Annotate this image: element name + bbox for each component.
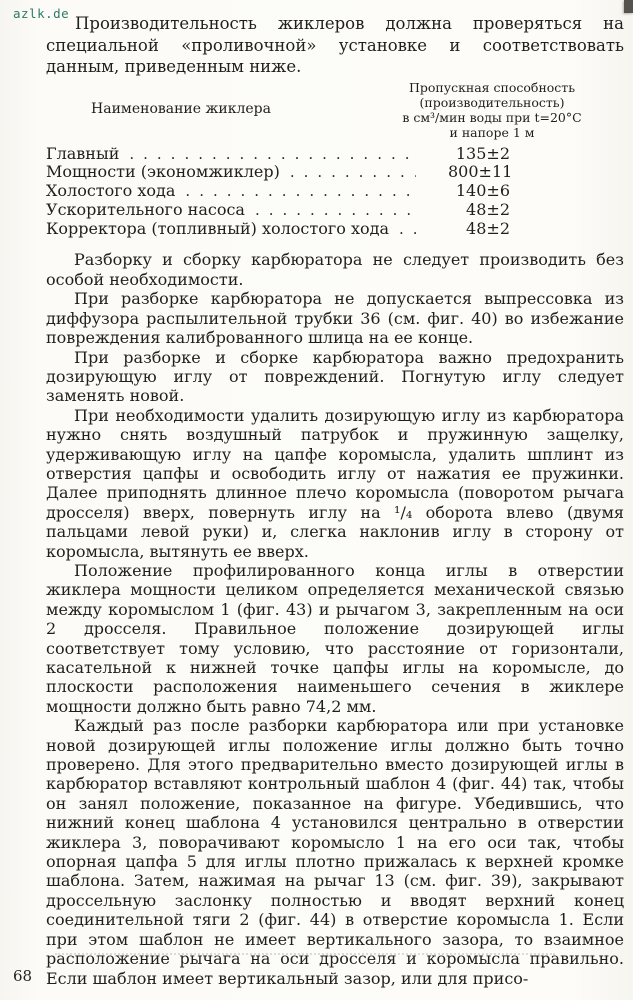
paragraph-needle-removal: При необходимости удалить дозирующую иглу из карбюратора нужно снять воздушный патрубок и пружинную защелку, удерживающую иглу на цапфе коромысла, удалить шплинт из отверстия цапфы и освободить иглу от нажатия ее пружинки. Далее приподнять длинное плечо коромысла (поворотом рычага дросселя) вверх, повернуть иглу на ¹/₄ оборота влево (двумя пальцами левой руки) и, слегка наклонив иглу в сторону от коромысла, вытянуть ее вверх. bbox=[46, 405, 624, 561]
jet-name: Мощности (экономжиклер) bbox=[46, 162, 280, 182]
table-row bbox=[46, 220, 624, 239]
intro-paragraph: Производительность жиклеров должна проверяться на специальной «проливочной» установке и соответствовать данным, приведенным ниже. bbox=[46, 14, 624, 76]
watermark-text: azlk.de bbox=[13, 6, 70, 21]
jet-name: Ускорительного насоса bbox=[46, 199, 245, 219]
value-header-line: Пропускная способность bbox=[408, 79, 576, 95]
jet-name-column-header: Наименование жиклера bbox=[91, 100, 271, 117]
value-header-line: (производительность) bbox=[419, 94, 565, 110]
paragraph-template-check: Каждый раз после разборки карбюратора или при установке новой дозирующей иглы положение иглы должно быть точно проверено. Для этого предварительно вместо дозирующей иглы в карбюратор вставляют контрольный шаблон 4 (фиг. 44) так, чтобы он занял положение, показанное на фигуре. Убедившись, что нижний конец шаблона 4 установился центрально в отверстии жиклера 3, поворачивают коромысло 1 на его оси так, чтобы опорная цапфа 5 для иглы плотно прижалась к верхней кромке шаблона. Затем, нажимая на рычаг 13 (см. фиг. 39), закрывают дроссельную заслонку полностью и вводят верхний конец соединительной тяги 2 (фиг. 44) в отверстие коромысла 1. Если при этом шаблон не имеет вертикального зазора, то взаимное расположение рычага на оси дросселя и коромысла правильно. Если шаблон имеет вертикальный зазор, или для присо- bbox=[46, 716, 624, 988]
jet-flow-value: 135±2 bbox=[455, 143, 510, 163]
scan-corner-artifact bbox=[624, 0, 633, 13]
dot-leader bbox=[129, 145, 416, 164]
dot-leader bbox=[255, 201, 416, 220]
jet-table-rows bbox=[46, 145, 624, 239]
table-row bbox=[46, 163, 624, 182]
paragraph-needle-position: Положение профилированного конца иглы в отверстии жиклера мощности целиком определяется механической связью между коромыслом 1 (фиг. 43) и рычагом 3, закрепленным на оси 2 дросселя. Правильное положение дозирующей иглы соответствует тому условию, что расстояние от горизонтали, касательной к нижней точке цапфы иглы на коромысле, до плоскости расположения наименьшего сечения в жиклере мощности должно быть равно 74,2 мм. bbox=[46, 560, 624, 716]
jet-flow-table bbox=[46, 80, 624, 239]
jet-flow-value: 800±11 bbox=[448, 162, 513, 182]
jet-name: Холостого хода bbox=[46, 181, 176, 201]
paragraph-disassembly-warning: Разборку и сборку карбюратора не следует производить без особой необходимости. bbox=[46, 250, 624, 289]
table-row bbox=[46, 182, 624, 201]
dot-leader bbox=[185, 182, 416, 201]
table-row bbox=[46, 145, 624, 164]
body-text bbox=[46, 250, 624, 987]
jet-table-header bbox=[46, 80, 624, 140]
jet-name: Корректора (топливный) холостого хода bbox=[46, 218, 389, 238]
page-number: 68 bbox=[13, 967, 33, 985]
value-header-line: в см³/мин воды при t=20°С bbox=[402, 109, 582, 125]
jet-value-column-header bbox=[366, 80, 618, 140]
jet-name: Главный bbox=[46, 143, 120, 163]
jet-flow-value: 140±6 bbox=[455, 181, 510, 201]
paragraph-needle-protection: При разборке и сборке карбюратора важно предохранить дозирующую иглу от повреждений. Погнутую иглу следует заменять новой. bbox=[46, 347, 624, 406]
paragraph-diffuser-tube: При разборке карбюратора не допускается выпрессовка из диффузора распылительной трубки 36 (см. фиг. 40) во избежание повреждения калиброванного шлица на ее конце. bbox=[46, 289, 624, 348]
scan-smudge-artifact bbox=[55, 953, 555, 955]
table-row bbox=[46, 201, 624, 220]
page-content bbox=[46, 13, 624, 988]
value-header-line: и напоре 1 м bbox=[449, 124, 535, 140]
dot-leader bbox=[399, 220, 416, 239]
dot-leader bbox=[290, 163, 416, 182]
jet-flow-value: 48±2 bbox=[466, 199, 510, 219]
jet-flow-value: 48±2 bbox=[466, 218, 510, 238]
